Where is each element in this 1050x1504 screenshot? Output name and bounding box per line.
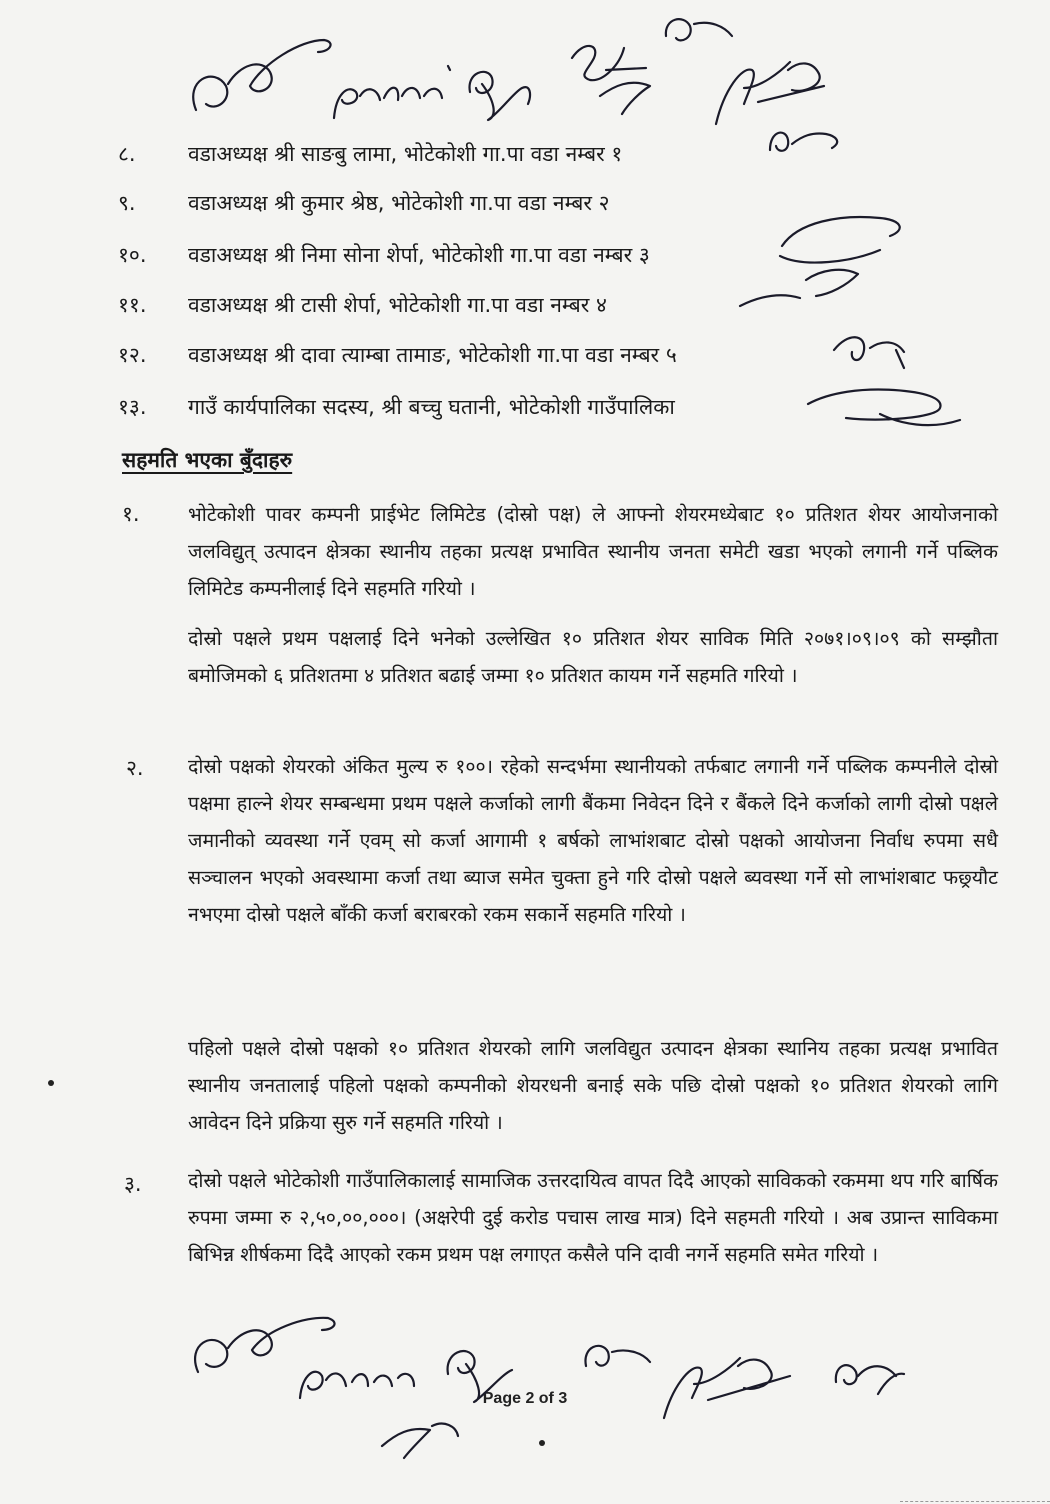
- ink-dot: [48, 1080, 54, 1086]
- point-2-paragraph-2: पहिलो पक्षले दोस्रो पक्षको १० प्रतिशत शेयरको लागि जलविद्युत उत्पादन क्षेत्रका स्थानिय तहका प्रत्यक्ष प्रभावित स्थानीय जनतालाई पहिलो पक्षको कम्पनीको शेयरधनी बनाई सके पछि दोस्रो पक्षको १० प्रतिशत शेयरको लागि आवेदन दिने प्रक्रिया सुरु गर्ने सहमति गरियो ।: [188, 1037, 998, 1134]
- signature-line-10: [780, 217, 900, 263]
- signature-line-13: [808, 390, 960, 426]
- signature-line-8: [770, 133, 837, 151]
- attendee-line-8: [118, 134, 622, 174]
- attendee-text: वडाअध्यक्ष श्री कुमार श्रेष्ठ, भोटेकोशी गा.पा वडा नम्बर २: [188, 191, 610, 215]
- signature-scribble-bottom-2: [382, 1424, 458, 1458]
- point-number: ३.: [124, 1172, 142, 1196]
- ink-dot: [539, 1440, 545, 1446]
- attendee-text: वडाअध्यक्ष श्री निमा सोना शेर्पा, भोटेकोशी गा.पा वडा नम्बर ३: [188, 243, 650, 267]
- point-3-paragraph-1: दोस्रो पक्षले भोटेकोशी गाउँपालिकालाई सामाजिक उत्तरदायित्व वापत दिदै आएको साविकको रकममा थप गरि बार्षिक रुपमा जम्मा रु २,५०,००,०००। (अक्षरेपी दुई करोड पचास लाख मात्र) दिने सहमती गरियो । अब उप्रान्त साविकमा बिभिन्न शीर्षकमा दिदै आएको रकम प्रथम पक्ष लगाएत कसैले पनि दावी नगर्ने सहमति समेत गरियो ।: [188, 1169, 998, 1266]
- signature-amina-bottom: [664, 1358, 790, 1418]
- signature-scribble-4: [572, 46, 646, 80]
- signature-pradhan-top: [334, 66, 450, 118]
- signature-scribble-6: [666, 19, 732, 40]
- attendee-text: वडाअध्यक्ष श्री साङबु लामा, भोटेकोशी गा.पा वडा नम्बर १: [188, 142, 623, 166]
- scan-edge: [900, 1501, 1050, 1502]
- point-1-paragraph-2: दोस्रो पक्षले प्रथम पक्षलाई दिने भनेको उल्लेखित १० प्रतिशत शेयर साविक मिति २०७१।०९।०९ को सम्झौता बमोजिमको ६ प्रतिशतमा ४ प्रतिशत बढाई जम्मा १० प्रतिशत कायम गर्ने सहमति गरियो ।: [188, 627, 998, 687]
- signature-line-11: [740, 270, 858, 306]
- attendee-line-12: [118, 335, 677, 375]
- signature-initial-3: [470, 72, 530, 120]
- attendee-number: ११.: [118, 293, 147, 317]
- signature-line-12: [834, 337, 904, 368]
- attendee-line-13: [118, 387, 675, 427]
- attendee-number: १२.: [118, 343, 147, 367]
- signature-moham-bottom: [195, 1318, 334, 1372]
- attendee-line-11: [118, 285, 607, 325]
- signature-moham-top: [193, 40, 330, 110]
- attendee-number: ९.: [118, 191, 136, 215]
- attendee-number: ८.: [118, 142, 136, 166]
- attendee-number: १०.: [118, 243, 147, 267]
- attendee-text: वडाअध्यक्ष श्री दावा त्याम्बा तामाङ, भोटेकोशी गा.पा वडा नम्बर ५: [188, 343, 677, 367]
- signature-scribble-5: [600, 83, 650, 114]
- page-number: Page 2 of 3: [482, 1390, 568, 1407]
- point-1-paragraph-1: भोटेकोशी पावर कम्पनी प्राईभेट लिमिटेड (दोस्रो पक्ष) ले आफ्नो शेयरमध्येबाट १० प्रतिशत शेयर आयोजनाको जलविद्युत् उत्पादन क्षेत्रका स्थानीय तहका प्रत्यक्ष प्रभावित स्थानीय जनता समेटी खडा भएको लगानी गर्ने पब्लिक लिमिटेड कम्पनीलाई दिने सहमति गरियो ।: [188, 503, 998, 600]
- attendee-line-9: [118, 183, 610, 223]
- point-number: १.: [122, 502, 140, 526]
- signature-amina-top: [716, 62, 824, 124]
- attendee-text: वडाअध्यक्ष श्री टासी शेर्पा, भोटेकोशी गा.पा वडा नम्बर ४: [188, 293, 607, 317]
- point-number: २.: [126, 756, 144, 780]
- attendee-text: गाउँ कार्यपालिका सदस्य, श्री बच्चु घतानी, भोटेकोशी गाउँपालिका: [188, 395, 675, 419]
- section-heading: सहमति भएका बुँदाहरु: [122, 448, 293, 472]
- attendee-number: १३.: [118, 395, 147, 419]
- point-2-paragraph-1: दोस्रो पक्षको शेयरको अंकित मुल्य रु १००। रहेको सन्दर्भमा स्थानीयको तर्फबाट लगानी गर्ने पब्लिक कम्पनीले दोस्रो पक्षमा हाल्ने शेयर सम्बन्धमा प्रथम पक्षले कर्जाको लागी बैंकमा निवेदन दिने र बैंकले दिने कर्जाको लागी दोस्रो पक्षले जमानीको व्यवस्था गर्ने एवम् सो कर्जा आगामी १ बर्षको लाभांशबाट दोस्रो पक्षको आयोजना निर्वाध रुपमा सधै सञ्चालन भएको अवस्थामा कर्जा तथा ब्याज समेत चुक्ता हुने गरि दोस्रो पक्षले ब्यवस्था गर्ने सो लाभांशबाट फछ्र्यौट नभएमा दोस्रो पक्षले बाँकी कर्जा बराबरको रकम सकार्ने सहमति गरियो ।: [188, 755, 998, 926]
- attendee-line-10: [118, 235, 650, 275]
- signature-scribble-bottom-1: [585, 1346, 650, 1366]
